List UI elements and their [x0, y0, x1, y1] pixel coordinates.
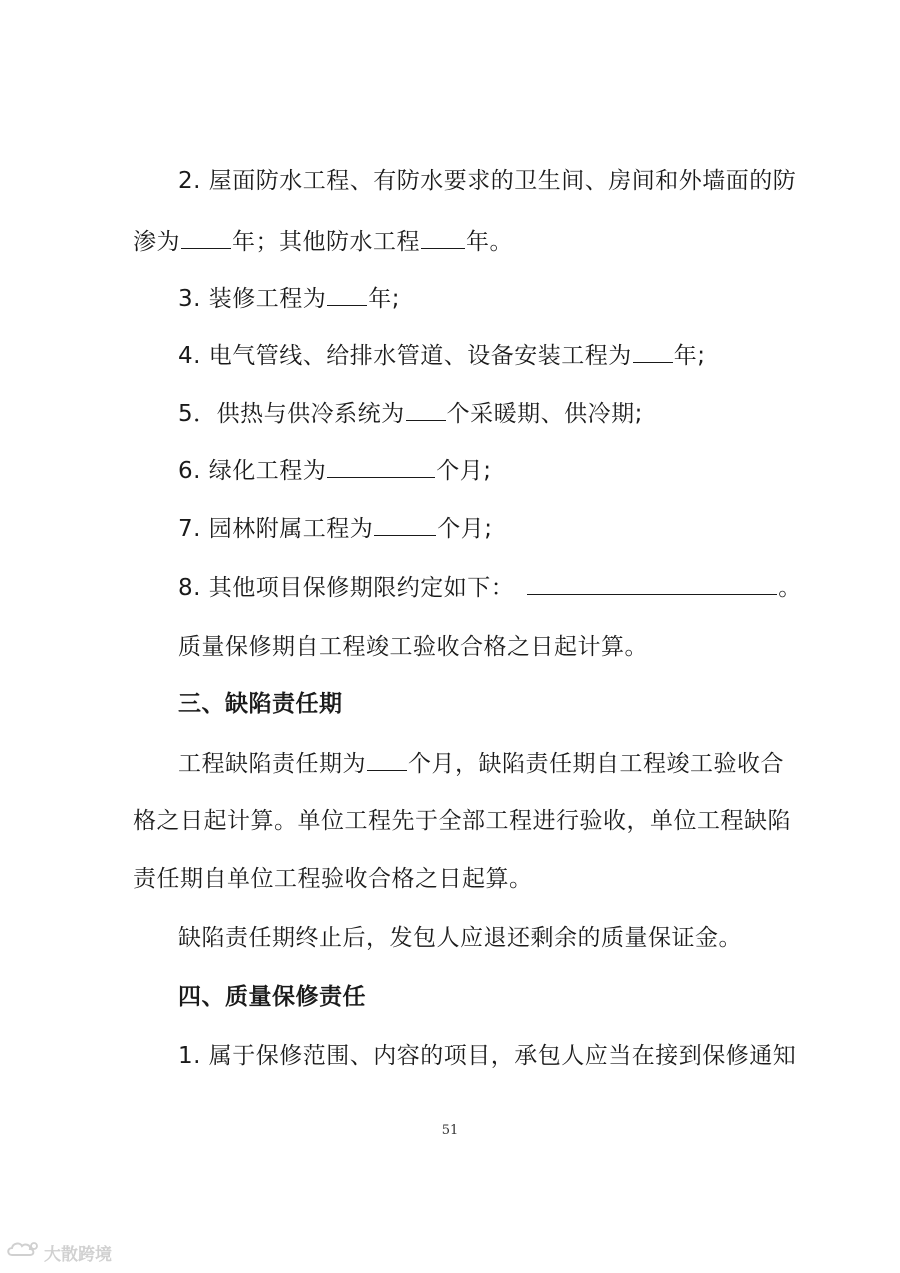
blank-field[interactable] [367, 748, 407, 771]
section-4-text-line-1: 1. 属于保修范围、内容的项目，承包人应当在接到保修通知 [178, 1043, 797, 1069]
section-3-text-line-3: 责任期自单位工程验收合格之日起算。 [133, 866, 533, 892]
item-2-text-a: 渗为 [133, 229, 180, 255]
item-2-text-c: 年。 [466, 229, 513, 255]
section-4-para-1-line-1 [178, 1041, 796, 1071]
warranty-start-paragraph [178, 632, 648, 662]
page-number: 51 [441, 1123, 459, 1138]
watermark [6, 1240, 112, 1264]
item-2-text: 2. 屋面防水工程、有防水要求的卫生间、房间和外墙面的防 [178, 168, 797, 194]
section-4-heading-text: 四、质量保修责任 [178, 984, 366, 1010]
warranty-start-text: 质量保修期自工程竣工验收合格之日起计算。 [178, 634, 648, 660]
cloud-logo-icon [6, 1240, 44, 1265]
item-2-line-2 [133, 226, 513, 257]
section-3-para-2-text: 缺陷责任期终止后，发包人应退还剩余的质量保证金。 [178, 925, 742, 951]
item-6-text-a: 6. 绿化工程为 [178, 458, 327, 484]
blank-field[interactable] [527, 572, 777, 595]
item-3-text-b: 年; [368, 286, 401, 312]
blank-field[interactable] [374, 513, 436, 536]
item-4 [178, 340, 706, 371]
section-3-text-line-2: 格之日起计算。单位工程先于全部工程进行验收，单位工程缺陷 [133, 808, 791, 834]
item-7 [178, 513, 493, 544]
blank-field[interactable] [421, 226, 465, 249]
item-3 [178, 283, 400, 314]
item-8-text-a: 8. 其他项目保修期限约定如下： [178, 575, 515, 601]
item-5-text-a: 5．供热与供冷系统为 [178, 401, 405, 427]
section-3-para-1-line-3 [133, 864, 533, 894]
blank-field[interactable] [327, 283, 367, 306]
item-8-text-b: 。 [778, 575, 802, 601]
item-4-text-a: 4. 电气管线、给排水管道、设备安装工程为 [178, 343, 632, 369]
blank-field[interactable] [633, 340, 673, 363]
item-7-text-b: 个月; [437, 516, 493, 542]
section-3-para-2 [178, 923, 742, 953]
section-3-text-b: 个月，缺陷责任期自工程竣工验收合 [408, 751, 784, 777]
section-3-heading [178, 689, 343, 719]
section-3-para-1-line-1 [178, 748, 784, 779]
item-2-line-1 [178, 166, 796, 196]
item-4-text-b: 年; [673, 343, 706, 369]
item-6 [178, 455, 492, 486]
item-3-text-a: 3. 装修工程为 [178, 286, 327, 312]
blank-field[interactable] [406, 398, 446, 421]
item-5-text-b: 个采暖期、供冷期; [446, 401, 643, 427]
blank-field[interactable] [181, 226, 231, 249]
item-6-text-b: 个月; [436, 458, 492, 484]
blank-field[interactable] [327, 455, 435, 478]
section-4-heading [178, 982, 366, 1012]
item-5 [178, 398, 643, 429]
section-3-text-a: 工程缺陷责任期为 [178, 751, 366, 777]
item-2-text-b: 年；其他防水工程 [232, 229, 420, 255]
item-7-text-a: 7. 园林附属工程为 [178, 516, 374, 542]
item-8 [178, 572, 802, 603]
section-3-heading-text: 三、缺陷责任期 [178, 691, 343, 717]
watermark-text: 大散跨境 [44, 1244, 112, 1265]
section-3-para-1-line-2 [133, 806, 791, 836]
